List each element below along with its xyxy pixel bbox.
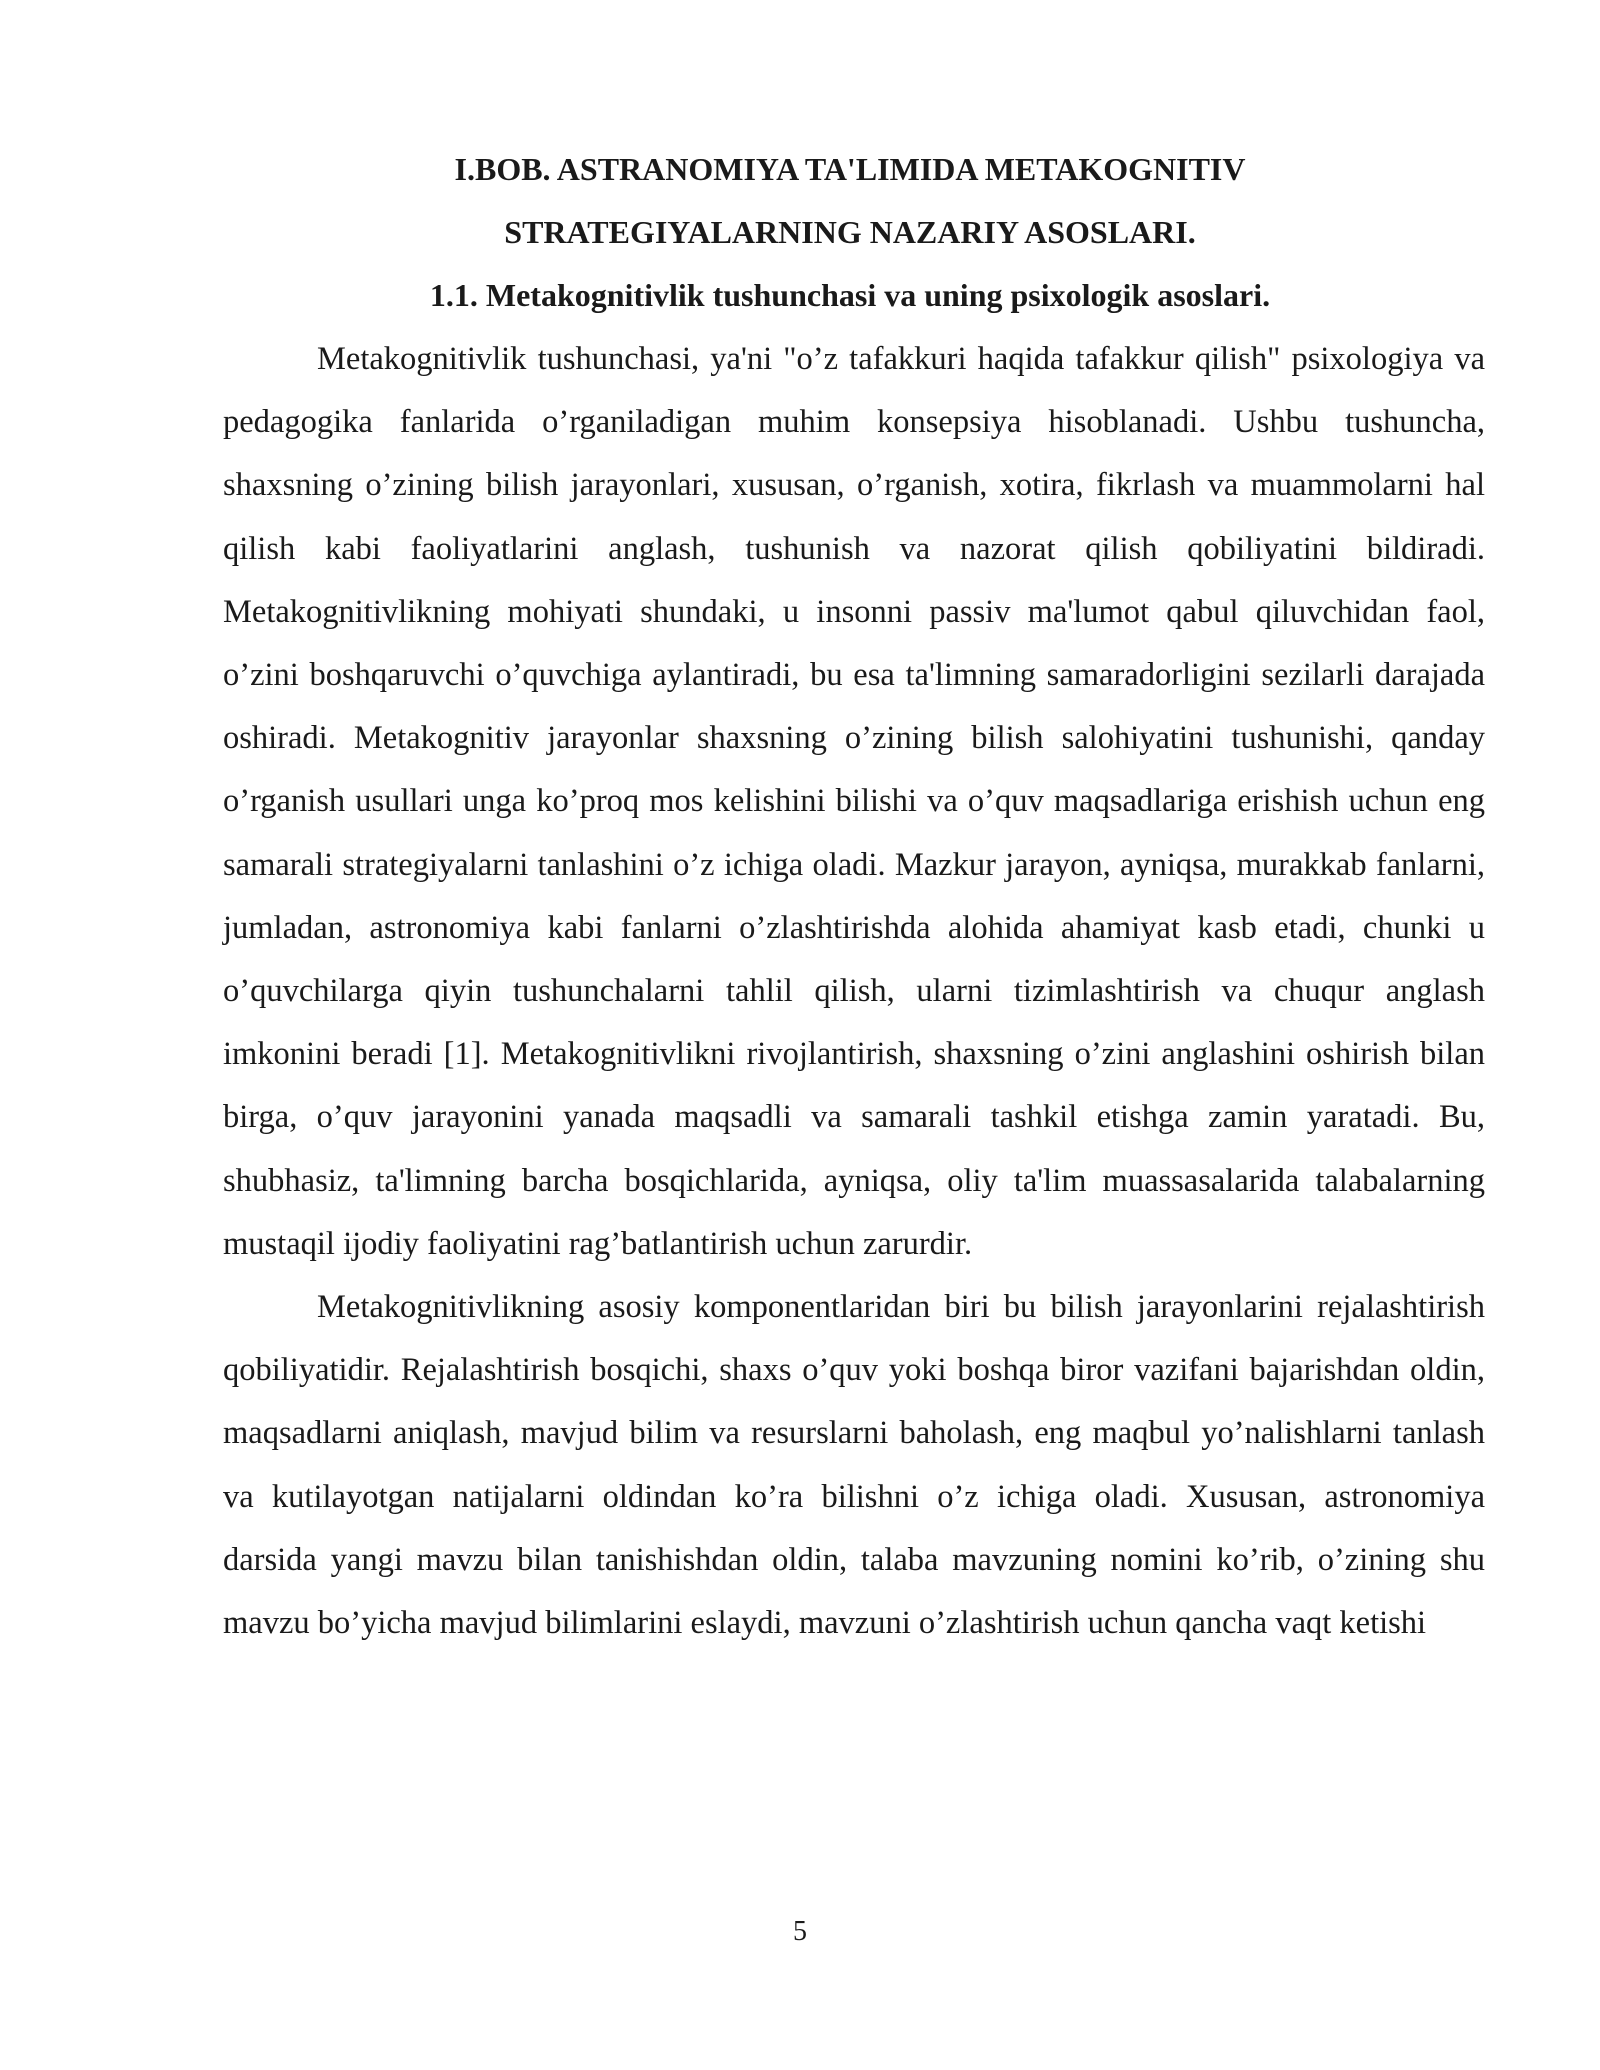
chapter-title bbox=[220, 138, 1480, 327]
paragraph-2: Metakognitivlikning asosiy komponentlaridan biri bu bilish jarayonlarini rejalashtirish qobiliyatidir. Rejalashtirish bosqichi, shaxs o’quv yoki boshqa biror vazifani bajarishdan oldin, maqsadlarni aniqlash, mavjud bilim va resurslarni baholash, eng maqbul yo’nalishlarni tanlash va kutilayotgan natijalarni oldindan ko’ra bilishni o’z ichiga oladi. Xususan, astronomiya darsida yangi mavzu bilan tanishishdan oldin, talaba mavzuning nomini ko’rib, o’zining shu mavzu bo’yicha mavjud bilimlarini eslaydi, mavzuni o’zlashtirish uchun qancha vaqt ketishi bbox=[223, 1289, 1485, 1642]
chapter-title-line-2: STRATEGIYALARNING NAZARIY ASOSLARI. bbox=[504, 214, 1196, 250]
page-number: 5 bbox=[793, 1916, 807, 1947]
body-text bbox=[223, 328, 1485, 1655]
section-title: 1.1. Metakognitivlik tushunchasi va uning psixologik asoslari. bbox=[429, 277, 1271, 313]
paragraph-1: Metakognitivlik tushunchasi, ya'ni "o’z tafakkuri haqida tafakkur qilish" psixologiya va pedagogika fanlarida o’rganiladigan muhim konsepsiya hisoblanadi. Ushbu tushuncha, shaxsning o’zining bilish jarayonlari, xususan, o’rganish, xotira, fikrlash va muammolarni hal qilish kabi faoliyatlarini anglash, tushunish va nazorat qilish qobiliyatini bildiradi. Metakognitivlikning mohiyati shundaki, u insonni passiv ma'lumot qabul qiluvchidan faol, o’zini boshqaruvchi o’quvchiga aylantiradi, bu esa ta'limning samaradorligini sezilarli darajada oshiradi. Metakognitiv jarayonlar shaxsning o’zining bilish salohiyatini tushunishi, qanday o’rganish usullari unga ko’proq mos kelishini bilishi va o’quv maqsadlariga erishish uchun eng samarali strategiyalarni tanlashini o’z ichiga oladi. Mazkur jarayon, ayniqsa, murakkab fanlarni, jumladan, astronomiya kabi fanlarni o’zlashtirishda alohida ahamiyat kasb etadi, chunki u o’quvchilarga qiyin tushunchalarni tahlil qilish, ularni tizimlashtirish va chuqur anglash imkonini beradi [1]. Metakognitivlikni rivojlantirish, shaxsning o’zini anglashini oshirish bilan birga, o’quv jarayonini yanada maqsadli va samarali tashkil etishga zamin yaratadi. Bu, shubhasiz, ta'limning barcha bosqichlarida, ayniqsa, oliy ta'lim muassasalarida talabalarning mustaqil ijodiy faoliyatini rag’batlantirish uchun zarurdir. bbox=[223, 341, 1485, 1262]
chapter-title-line-1: I.BOB. ASTRANOMIYA TA'LIMIDA METAKOGNITIV bbox=[454, 151, 1246, 187]
